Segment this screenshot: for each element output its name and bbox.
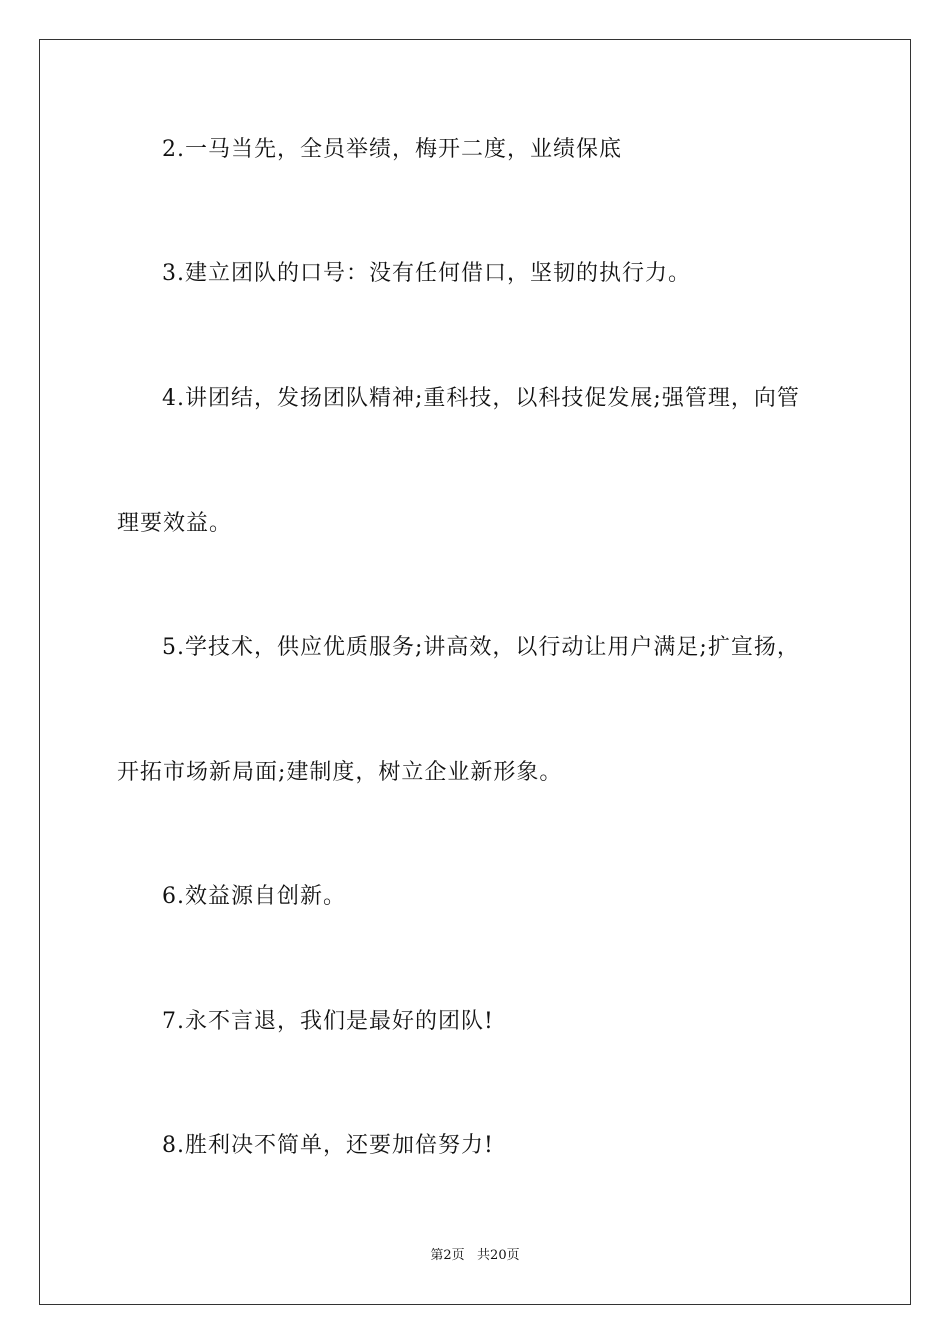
paragraph-2-line-1: 2.一马当先，全员举绩，梅开二度，业绩保底 [162,137,622,162]
paragraph-8-line-1: 8.胜利决不简单，还要加倍努力! [162,1133,494,1158]
paragraph-4-line-1: 4.讲团结，发扬团队精神;重科技，以科技促发展;强管理，向管 [162,386,800,411]
paragraph-3-line-1: 3.建立团队的口号：没有任何借口，坚韧的执行力。 [162,261,691,286]
paragraph-4-line-2: 理要效益。 [117,511,233,536]
page-number-footer: 第2页 共20页 [430,1248,520,1263]
paragraph-7-line-1: 7.永不言退，我们是最好的团队! [162,1009,494,1034]
paragraph-5-line-2: 开拓市场新局面;建制度，树立企业新形象。 [117,760,563,785]
page-border [39,39,911,1305]
paragraph-5-line-1: 5.学技术，供应优质服务;讲高效，以行动让用户满足;扩宣扬， [162,635,800,660]
paragraph-6-line-1: 6.效益源自创新。 [162,884,346,909]
